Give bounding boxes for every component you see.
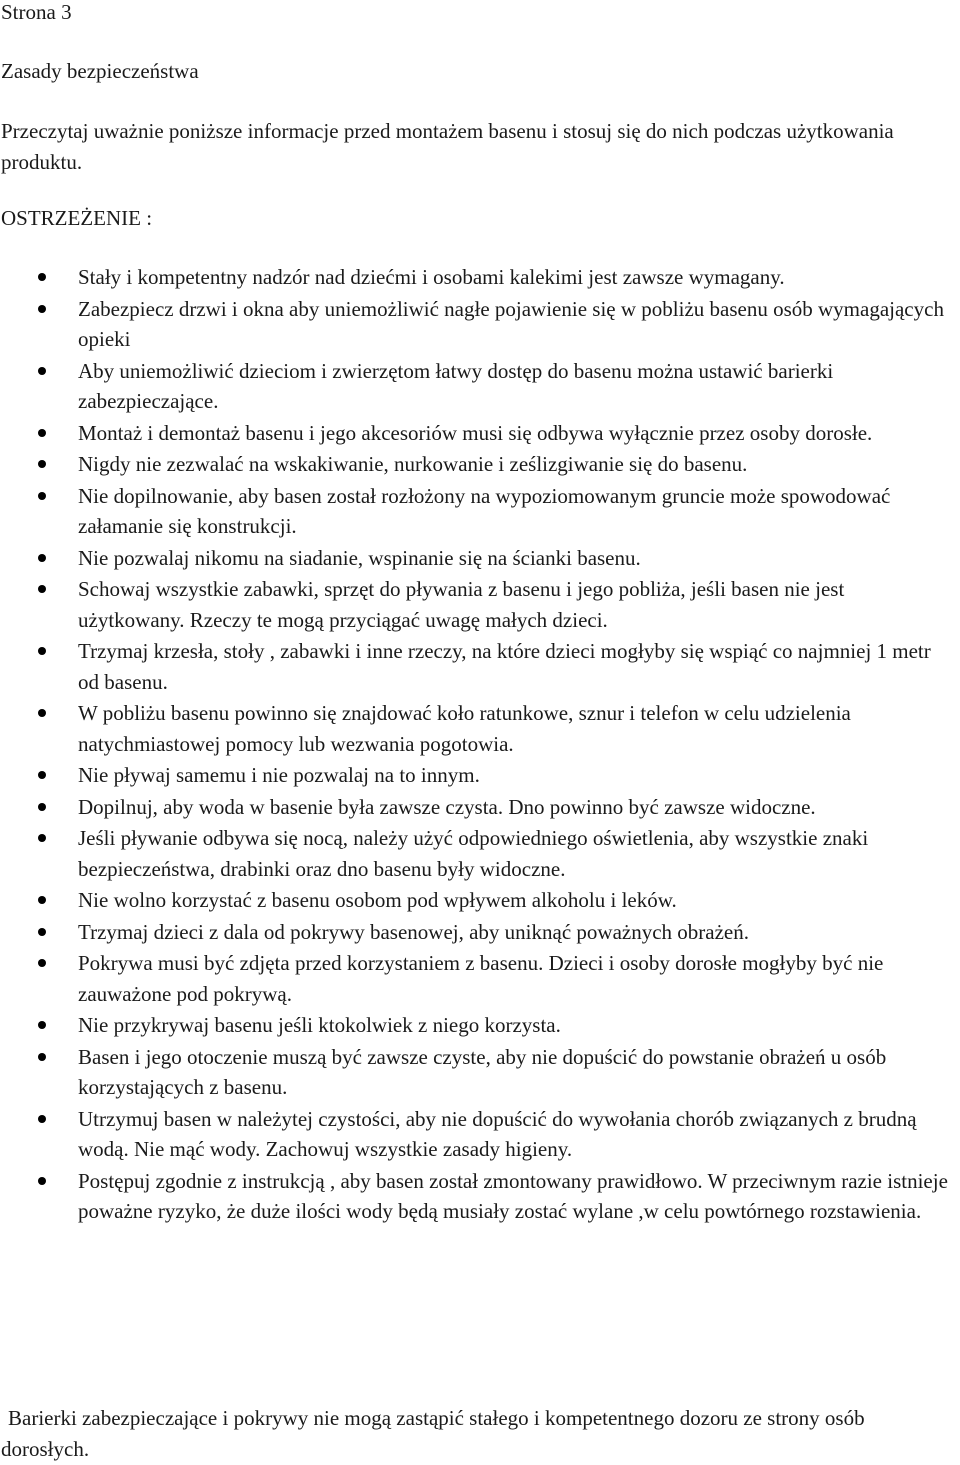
bullet-dot-icon: [38, 460, 46, 468]
bullet-dot-icon: [38, 1115, 46, 1123]
bullet-dot-icon: [38, 367, 46, 375]
list-item: [0, 356, 960, 417]
intro-paragraph: Przeczytaj uważnie poniższe informacje przed montażem basenu i stosuj się do nich podczas użytkowania produktu.: [1, 119, 894, 174]
rule-text: Nigdy nie zezwalać na wskakiwanie, nurkowanie i ześlizgiwanie się do basenu.: [78, 452, 748, 476]
list-item: [0, 792, 960, 823]
list-item: [0, 574, 960, 635]
bullet-dot-icon: [38, 771, 46, 779]
list-item: [0, 1042, 960, 1103]
bullet-dot-icon: [38, 1053, 46, 1061]
rule-text: Montaż i demontaż basenu i jego akcesoriów musi się odbywa wyłącznie przez osoby dorosłe.: [78, 420, 873, 445]
bullet-dot-icon: [38, 896, 46, 904]
bullet-dot-icon: [38, 429, 46, 437]
list-item: [0, 481, 960, 542]
bullet-dot-icon: [38, 647, 46, 655]
rule-text: Nie pływaj samemu i nie pozwalaj na to innym.: [78, 763, 480, 787]
list-item: [0, 449, 960, 480]
list-item: [0, 636, 960, 697]
page-number: Strona 3: [1, 0, 72, 24]
rule-text: Pokrywa musi być zdjęta przed korzystaniem z basenu. Dzieci i osoby dorosłe mogłyby być nie zauważone pod pokrywą.: [78, 951, 884, 1006]
bullet-dot-icon: [38, 1177, 46, 1185]
warning-heading: OSTRZEŻENIE :: [1, 206, 153, 230]
bullet-dot-icon: [38, 273, 46, 281]
rule-text: Basen i jego otoczenie muszą być zawsze czyste, aby nie dopuścić do powstanie obrażeń u osób korzystających z basenu.: [78, 1044, 887, 1099]
list-item: [0, 418, 960, 449]
list-item: [0, 948, 960, 1009]
rule-text: Jeśli pływanie odbywa się nocą, należy użyć odpowiedniego oświetlenia, aby wszystkie znaki bezpieczeństwa, drabinki oraz dno basenu były widoczne.: [78, 826, 869, 881]
rule-text: W pobliżu basenu powinno się znajdować koło ratunkowe, sznur i telefon w celu udzielenia natychmiastowej pomocy lub wezwania pogotowia.: [78, 701, 851, 756]
list-item: [0, 294, 960, 355]
bullet-dot-icon: [38, 554, 46, 562]
rule-text: Nie dopilnowanie, aby basen został rozłożony na wypoziomowanym gruncie może spowodować załamanie się konstrukcji.: [78, 483, 891, 538]
rule-text: Stały i kompetentny nadzór nad dziećmi i osobami kalekimi jest zawsze wymagany.: [78, 265, 785, 289]
footer-note: Barierki zabezpieczające i pokrywy nie mogą zastąpić stałego i kompetentnego dozoru ze strony osób dorosłych.: [1, 1406, 865, 1461]
rule-text: Nie pozwalaj nikomu na siadanie, wspinanie się na ścianki basenu.: [78, 545, 641, 570]
rule-text: Zabezpiecz drzwi i okna aby uniemożliwić nagłe pojawienie się w pobliżu basenu osób wymagających opieki: [78, 296, 944, 351]
bullet-dot-icon: [38, 928, 46, 936]
bullet-dot-icon: [38, 492, 46, 500]
rule-text: Trzymaj krzesła, stoły , zabawki i inne rzeczy, na które dzieci mogłyby się wspiąć co najmniej 1 metr od basenu.: [78, 639, 931, 694]
list-item: [0, 760, 960, 791]
list-item: [0, 1166, 960, 1227]
list-item: [0, 885, 960, 916]
rule-text: Aby uniemożliwić dzieciom i zwierzętom łatwy dostęp do basenu można ustawić barierki zabezpieczające.: [78, 358, 834, 413]
list-item: [0, 262, 960, 293]
bullet-dot-icon: [38, 1021, 46, 1029]
bullet-dot-icon: [38, 585, 46, 593]
rule-text: Dopilnuj, aby woda w basenie była zawsze czysta. Dno powinno być zawsze widoczne.: [78, 794, 816, 819]
list-item: [0, 1104, 960, 1165]
rule-text: Nie wolno korzystać z basenu osobom pod wpływem alkoholu i leków.: [78, 888, 677, 912]
bullet-dot-icon: [38, 305, 46, 313]
list-item: [0, 698, 960, 759]
list-item: [0, 1010, 960, 1041]
bullet-dot-icon: [38, 709, 46, 717]
list-item: [0, 917, 960, 948]
bullet-dot-icon: [38, 834, 46, 842]
bullet-dot-icon: [38, 803, 46, 811]
bullet-dot-icon: [38, 959, 46, 967]
safety-rules-list: [0, 262, 960, 1228]
rule-text: Trzymaj dzieci z dala od pokrywy basenowej, aby uniknąć poważnych obrażeń.: [78, 919, 749, 944]
list-item: [0, 823, 960, 884]
rule-text: Utrzymuj basen w należytej czystości, aby nie dopuścić do wywołania chorób związanych z brudną wodą. Nie mąć wody. Zachowuj wszystkie zasady higieny.: [78, 1106, 917, 1161]
rule-text: Nie przykrywaj basenu jeśli ktokolwiek z niego korzysta.: [78, 1013, 561, 1037]
page-title: Zasady bezpieczeństwa: [1, 59, 199, 83]
list-item: [0, 543, 960, 574]
rule-text: Postępuj zgodnie z instrukcją , aby basen został zmontowany prawidłowo. W przeciwnym razie istnieje poważne ryzyko, że duże ilości wody będą musiały zostać wylane ,w celu powtórnego rozstawienia.: [78, 1168, 948, 1223]
rule-text: Schowaj wszystkie zabawki, sprzęt do pływania z basenu i jego pobliża, jeśli basen nie jest użytkowany. Rzeczy te mogą przyciągać uwagę małych dzieci.: [78, 577, 845, 632]
